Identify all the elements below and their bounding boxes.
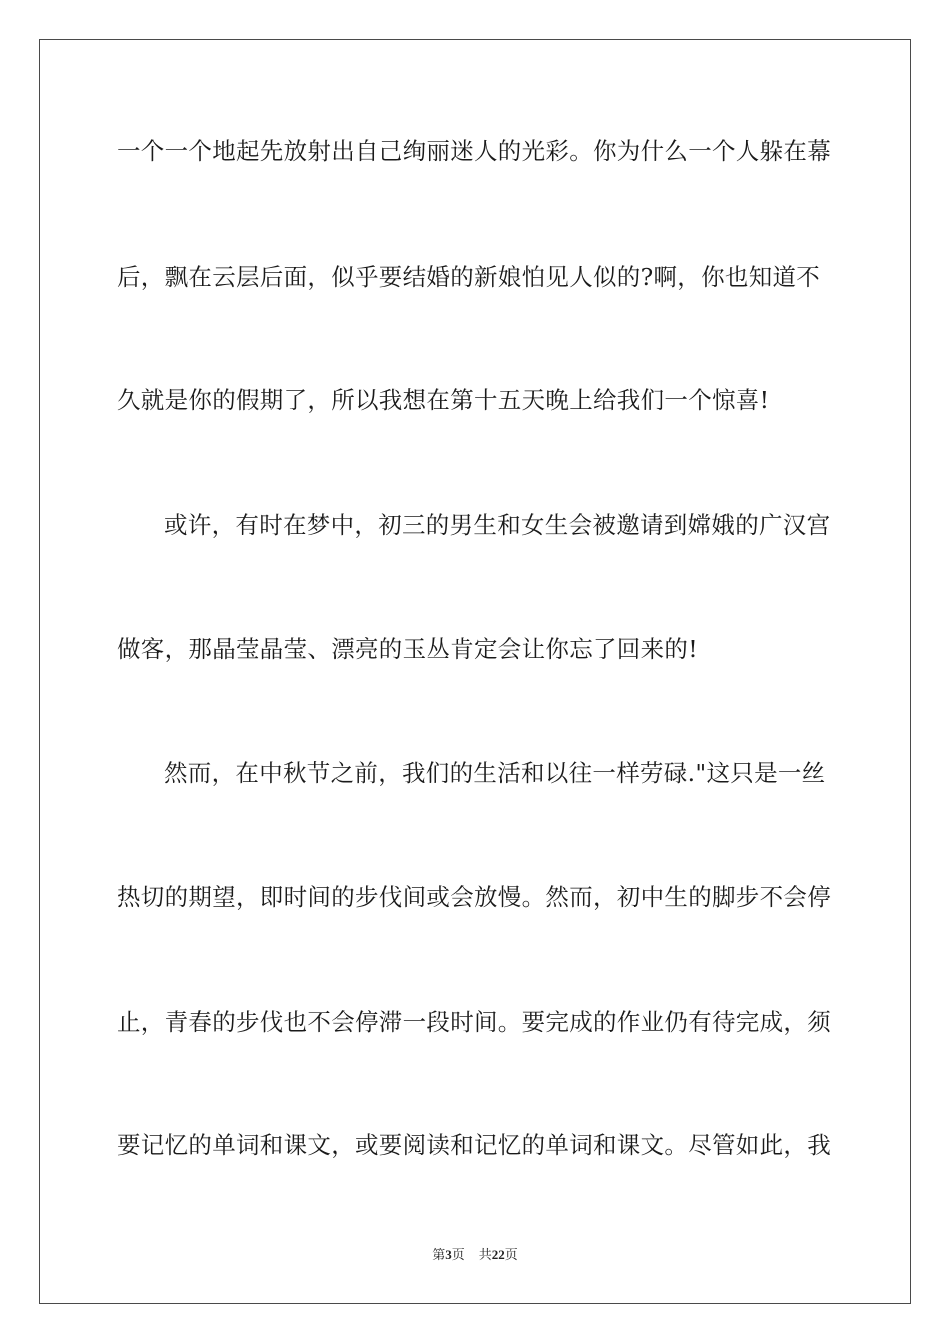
total-pages-suffix: 页 <box>504 1248 518 1263</box>
body-text-line-7: 热切的期望，即时间的步伐间或会放慢。然而，初中生的脚步不会停 <box>117 883 831 911</box>
page-border <box>39 39 911 1304</box>
total-page-count: 22 <box>491 1247 505 1262</box>
page-number-suffix: 页 <box>451 1248 465 1263</box>
page-number-prefix: 第 <box>432 1248 446 1263</box>
page-footer <box>0 1246 950 1265</box>
body-text-line-9: 要记忆的单词和课文，或要阅读和记忆的单词和课文。尽管如此，我 <box>117 1131 831 1159</box>
body-text-line-1: 一个一个地起先放射出自己绚丽迷人的光彩。你为什么一个人躲在幕 <box>117 137 831 165</box>
body-text-line-6: 然而，在中秋节之前，我们的生活和以往一样劳碌."这只是一丝 <box>164 759 826 787</box>
body-text-line-5: 做客，那晶莹晶莹、漂亮的玉丛肯定会让你忘了回来的! <box>117 635 698 663</box>
current-page-number: 3 <box>445 1247 452 1262</box>
total-pages-prefix: 共 <box>478 1248 492 1263</box>
body-text-line-4: 或许，有时在梦中，初三的男生和女生会被邀请到嫦娥的广汉宫 <box>164 511 831 539</box>
body-text-line-3: 久就是你的假期了，所以我想在第十五天晚上给我们一个惊喜! <box>117 386 770 414</box>
body-text-line-2: 后，飘在云层后面，似乎要结婚的新娘怕见人似的?啊，你也知道不 <box>117 263 821 291</box>
body-text-line-8: 止，青春的步伐也不会停滞一段时间。要完成的作业仍有待完成，须 <box>117 1008 831 1036</box>
